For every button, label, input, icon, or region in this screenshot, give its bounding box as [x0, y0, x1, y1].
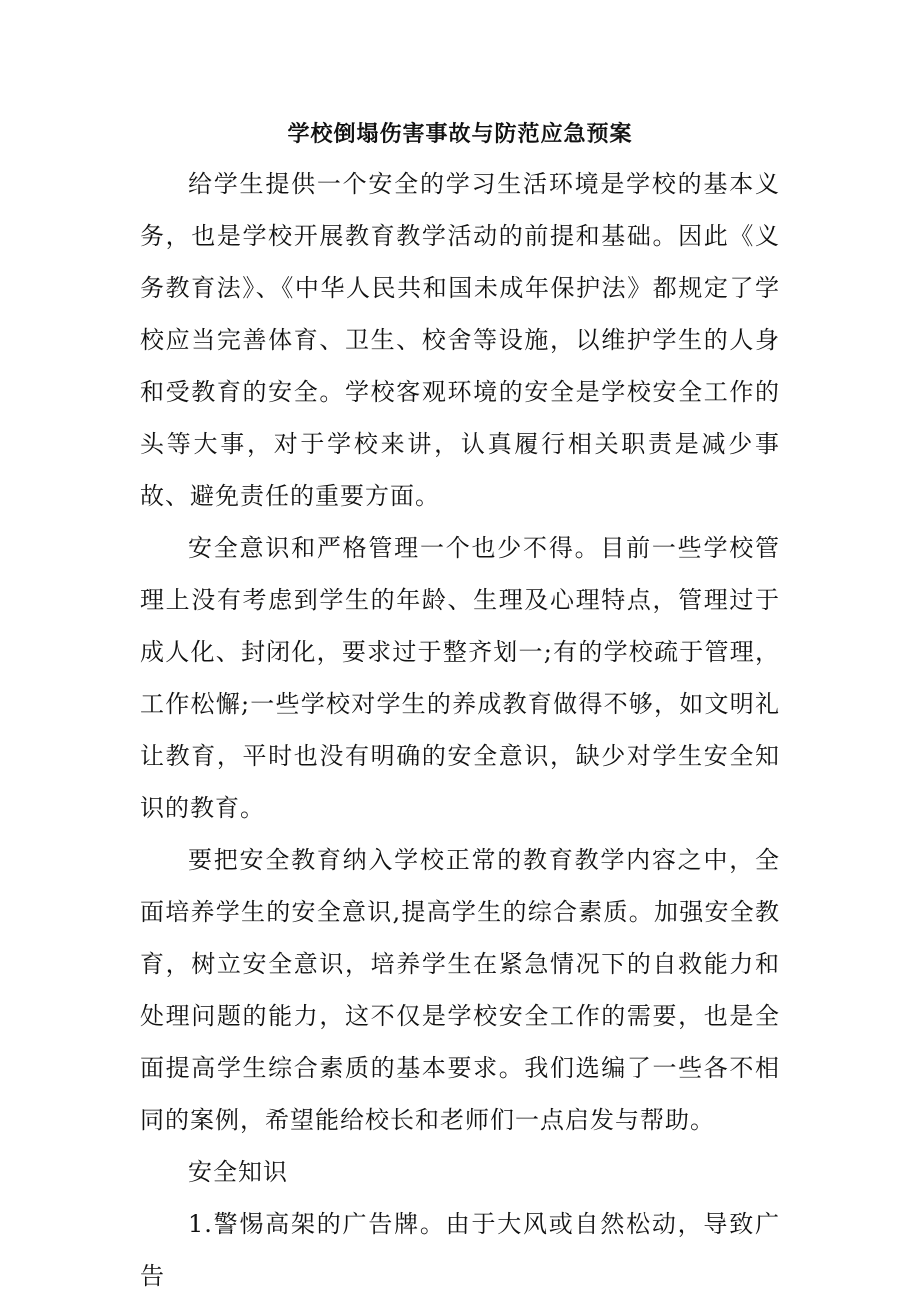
- paragraph-item-1: 1.警惕高架的广告牌。由于大风或自然松动，导致广告: [140, 1210, 780, 1290]
- document-page: [140, 112, 780, 1302]
- paragraph-education: 要把安全教育纳入学校正常的教育教学内容之中，全面培养学生的安全意识,提高学生的综合素质。加强安全教育，树立安全意识，培养学生在紧急情况下的自救能力和处理问题的能力，这不仅是学校安全工作的需要，也是全面提高学生综合素质的基本要求。我们选编了一些各不相同的案例，希望能给校长和老师们一点启发与帮助。: [140, 846, 780, 1134]
- paragraph-intro: 给学生提供一个安全的学习生活环境是学校的基本义务，也是学校开展教育教学活动的前提和基础。因此《义务教育法》、《中华人民共和国未成年保护法》都规定了学校应当完善体育、卫生、校舍等设施，以维护学生的人身和受教育的安全。学校客观环境的安全是学校安全工作的头等大事，对于学校来讲，认真履行相关职责是减少事故、避免责任的重要方面。: [140, 170, 780, 510]
- paragraph-management: 安全意识和严格管理一个也少不得。目前一些学校管理上没有考虑到学生的年龄、生理及心理特点，管理过于成人化、封闭化，要求过于整齐划一;有的学校疏于管理，工作松懈;一些学校对学生的养成教育做得不够，如文明礼让教育，平时也没有明确的安全意识，缺少对学生安全知识的教育。: [140, 534, 780, 822]
- section-heading-safety-knowledge: 安全知识: [188, 1158, 288, 1186]
- document-title: 学校倒塌伤害事故与防范应急预案: [287, 121, 633, 147]
